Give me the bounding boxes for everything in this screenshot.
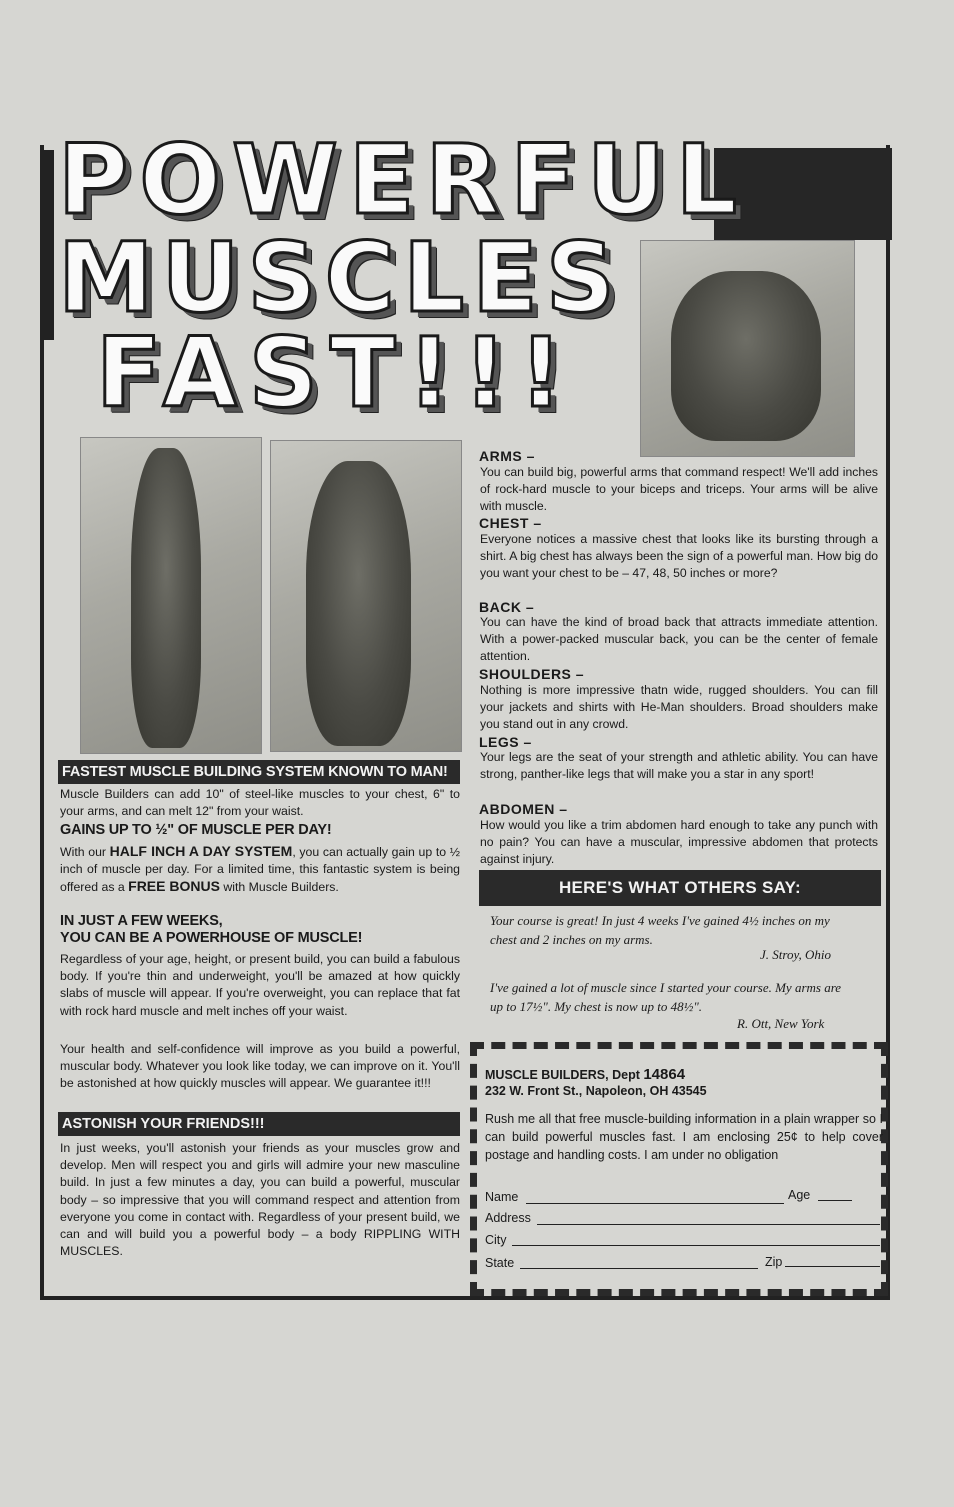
confidence-paragraph: Your health and self-confidence will improve as you build a powerful, muscular body. Whatever you look like today, we can improve on it. You'll be astonished at how quickly muscles will appear. We guarantee it!!! (60, 1042, 460, 1091)
abdomen-heading: ABDOMEN – (479, 801, 568, 817)
testimonial-1: Your course is great! In just 4 weeks I've gained 4½ inches on my chest and 2 inches on my arms. (490, 913, 830, 947)
intro-paragraph: Muscle Builders can add 10" of steel-like muscles to your chest, 6" to your arms, and can melt 12" from your waist. (60, 787, 460, 819)
free-bonus-label: FREE BONUS (128, 878, 220, 895)
coupon-address: 232 W. Front St., Napoleon, OH 43545 (485, 1084, 707, 1098)
powerhouse-heading: YOU CAN BE A POWERHOUSE OF MUSCLE! (60, 930, 363, 946)
name-label: Name (485, 1190, 519, 1204)
address-field[interactable] (537, 1224, 880, 1225)
zip-field[interactable] (785, 1266, 880, 1267)
age-label: Age (788, 1188, 811, 1202)
bodybuilder-back-photo (640, 240, 855, 457)
astonish-banner: ASTONISH YOUR FRIENDS!!! (58, 1112, 460, 1136)
bodybuilder-front-photo (270, 440, 462, 752)
regardless-paragraph: Regardless of your age, height, or present build, you can build a fabulous body. If you're thin and underweight, you'll be amazed at how quickly slabs of muscle will appear. If you're overweight, you can replace that fat with rock hard muscle and melt inches off your waist. (60, 952, 460, 1018)
left-black-bar (40, 150, 54, 340)
few-weeks-heading: IN JUST A FEW WEEKS, (60, 913, 223, 929)
testimonial-2-signer: R. Ott, New York (737, 1016, 825, 1031)
headline-line-2: MUSCLES (58, 222, 623, 334)
abdomen-text: How would you like a trim abdomen hard enough to take any punch with no pain? You can have a muscular, impressive abdomen that protects against injury. (480, 818, 878, 866)
coupon-dept-number: 14864 (643, 1066, 686, 1083)
bodybuilder-side-photo (80, 437, 262, 754)
back-heading: BACK – (479, 599, 535, 615)
testimonial-1-signer: J. Stroy, Ohio (760, 947, 832, 962)
name-field[interactable] (526, 1203, 784, 1204)
fastest-system-banner: FASTEST MUSCLE BUILDING SYSTEM KNOWN TO MAN! (58, 760, 460, 784)
city-field[interactable] (512, 1245, 880, 1246)
gains-heading: GAINS UP TO ½" OF MUSCLE PER DAY! (60, 822, 332, 838)
city-label: City (485, 1233, 507, 1247)
state-field[interactable] (520, 1268, 758, 1269)
others-say-banner: HERE'S WHAT OTHERS SAY: (479, 870, 881, 906)
shoulders-heading: SHOULDERS – (479, 666, 585, 682)
legs-heading: LEGS – (479, 734, 532, 750)
half-inch-system-label: HALF INCH A DAY SYSTEM (109, 843, 293, 859)
astonish-paragraph: In just weeks, you'll astonish your friends as your muscles grow and develop. Men will respect you and girls will admire your new masculine build. In just a few minutes a day, you can build a powerful, muscular body – so impressive that you will command respect and attention from everyone you come in contact with. Regardless of your present build, we can and will build you a powerful body – a body RIPPLING WITH MUSCLES. (60, 1141, 460, 1259)
shoulders-text: Nothing is more impressive thatn wide, rugged shoulders. You can fill your jackets and shirts with He-Man shoulders. Broad shoulders make you stand out in any crowd. (480, 683, 878, 731)
chest-heading: CHEST – (479, 515, 542, 531)
half-inch-paragraph: With our HALF INCH A DAY SYSTEM, you can actually gain up to ½ inch of muscle per day. For a limited time, this fantastic system is being offered as a FREE BONUS with Muscle Builders. (60, 843, 460, 895)
back-text: You can have the kind of broad back that attracts immediate attention. With a power-packed muscular back, you can be the center of female attention. (480, 615, 878, 663)
coupon-company: MUSCLE BUILDERS, Dept 14864 (485, 1066, 686, 1083)
arms-text: You can build big, powerful arms that command respect! We'll add inches of rock-hard muscle to your biceps and triceps. Your arms will be alive with muscle. (480, 465, 878, 513)
testimonial-2: I've gained a lot of muscle since I started your course. My arms are up to 17½". My chest is now up to 48½". (490, 980, 842, 1014)
age-field[interactable] (818, 1200, 852, 1201)
coupon-request-text: Rush me all that free muscle-building information in a plain wrapper so I can build powerful muscles fast. I am enclosing 25¢ to help cover postage and handling costs. I am under no obligation (485, 1112, 883, 1162)
zip-label: Zip (765, 1255, 783, 1269)
state-label: State (485, 1256, 515, 1270)
arms-heading: ARMS – (479, 448, 535, 464)
chest-text: Everyone notices a massive chest that looks like its bursting through a shirt. A big chest has always been the sign of a powerful man. How big do you want your chest to be – 47, 48, 50 inches or more? (480, 532, 878, 580)
address-label: Address (485, 1211, 531, 1225)
headline-line-1: POWERFUL (58, 124, 749, 236)
headline-line-3: FAST!!! (96, 317, 575, 429)
legs-text: Your legs are the seat of your strength and athletic ability. You can have strong, panther-like legs that will make you a star in any sport! (480, 750, 878, 781)
